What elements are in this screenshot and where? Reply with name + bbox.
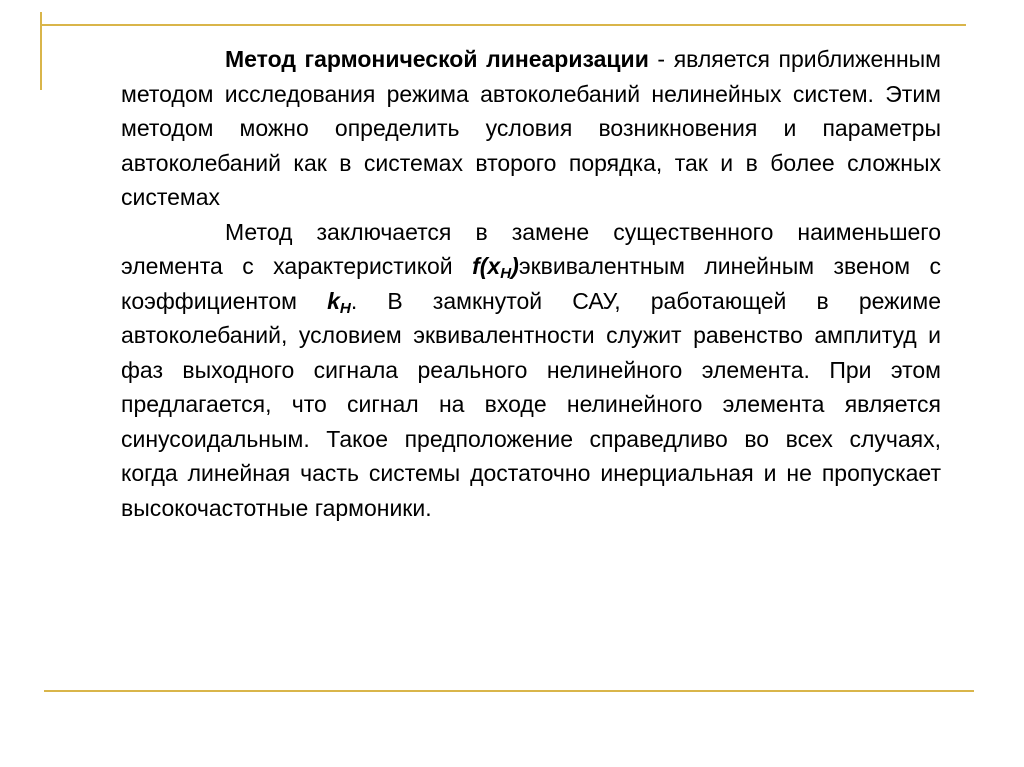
left-decorative-rule	[40, 12, 42, 90]
bottom-decorative-rule	[44, 690, 974, 692]
top-decorative-rule	[42, 24, 966, 26]
description-text-start: Метод заключается в замене существенного наименьшего элемента с характеристикой	[121, 218, 941, 279]
slide-body-text	[121, 42, 941, 525]
paragraph-definition	[121, 42, 941, 215]
function-close: )	[511, 253, 519, 279]
characteristic-function	[472, 253, 519, 282]
description-text-end: . В замкнутой САУ, работающей в режиме автоколебаний, условием эквивалентности служит равенство амплитуд и фаз выходного сигнала реального нелинейного элемента. При этом предлагается, что сигнал на входе нелинейного элемента является синусоидальным. Такое предположение справедливо во всех случаях, когда линейная часть системы достаточно инерциальная и не пропускает высокочастотные гармоники.	[121, 287, 942, 521]
function-subscript: H	[500, 264, 512, 282]
coefficient	[327, 287, 351, 317]
description-text-middle: эквивалентным линейным звеном с коэффициентом	[121, 253, 941, 314]
paragraph-method-description	[121, 215, 941, 526]
coefficient-symbol: k	[327, 287, 340, 314]
definition-text: - является приближенным методом исследования режима автоколебаний нелинейных систем. Этим методом можно определить условия возникновения и параметры автоколебаний как в системах второго порядка, так и в более сложных системах	[121, 46, 941, 210]
coefficient-subscript: H	[339, 299, 351, 317]
function-name: f(x	[472, 253, 501, 279]
method-term: Метод гармонической линеаризации	[225, 46, 649, 72]
